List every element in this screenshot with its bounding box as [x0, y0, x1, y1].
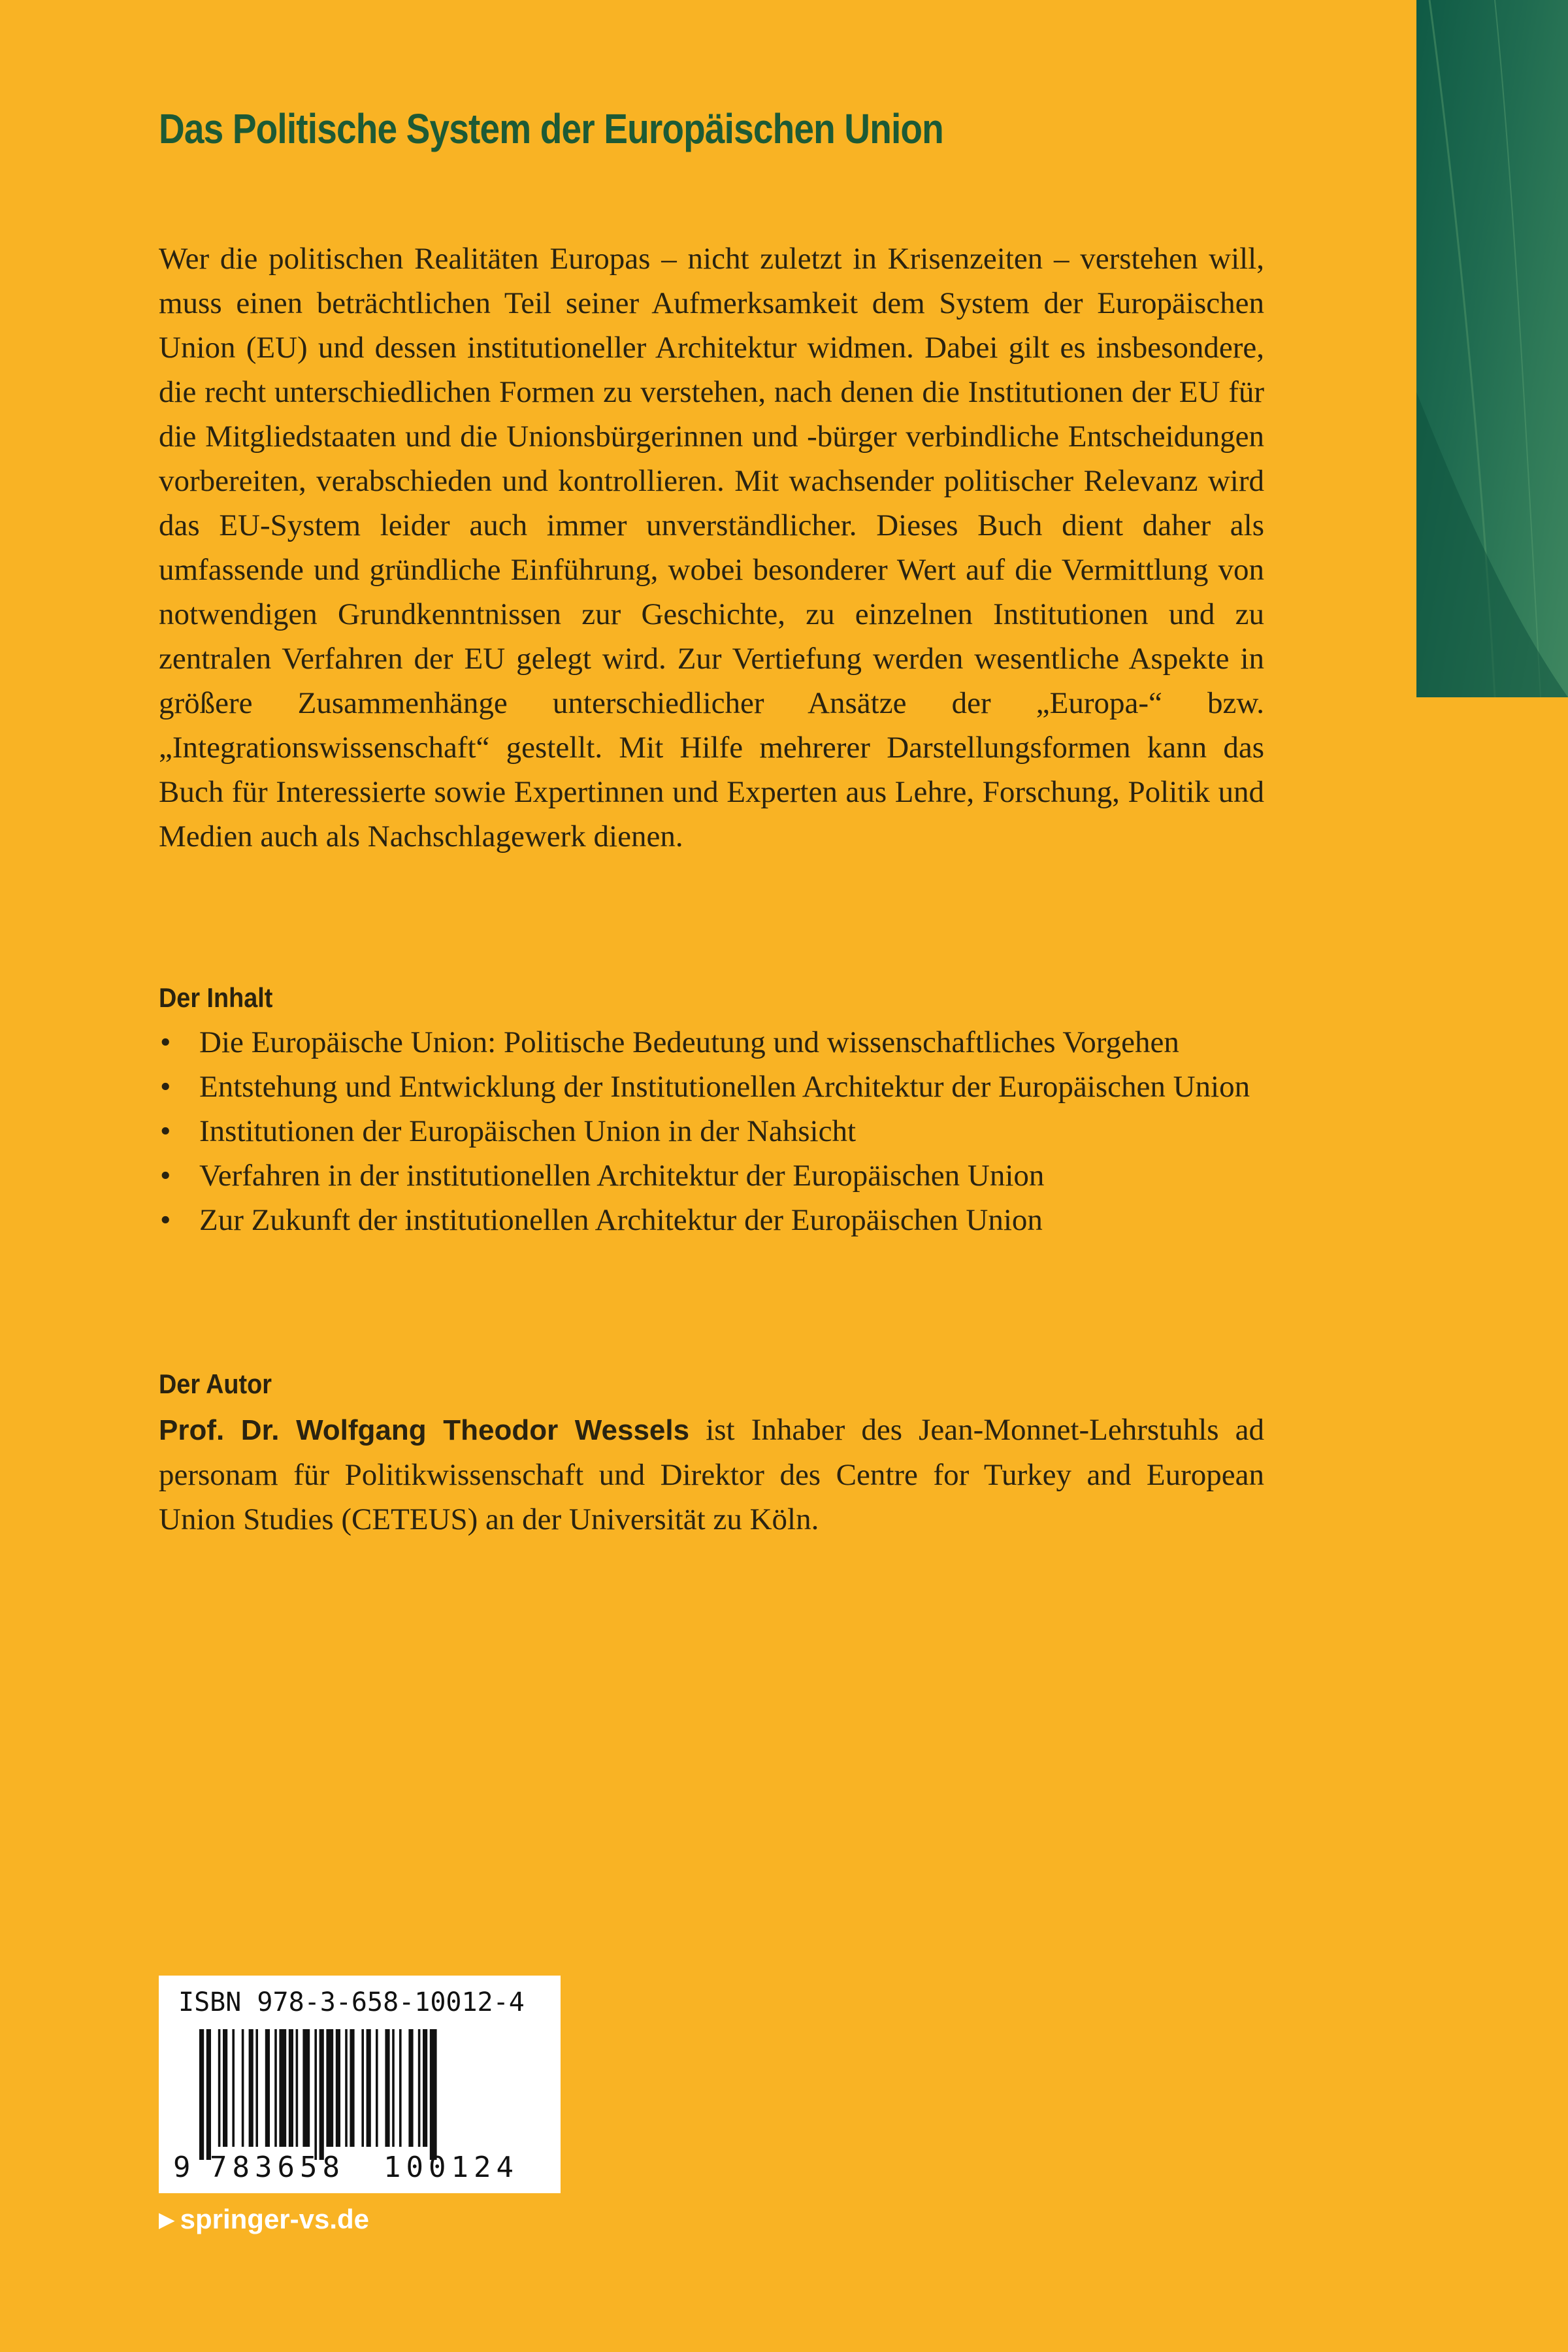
barcode-left-digits: 783658 [210, 2151, 345, 2184]
cover-spine-accent [1416, 0, 1568, 697]
bullet-icon: • [160, 1114, 171, 1148]
barcode-bar [392, 2029, 395, 2147]
author-bio [159, 1408, 1264, 1542]
author-heading: Der Autor [159, 1368, 272, 1399]
barcode-bar [367, 2029, 371, 2147]
list-item [159, 1065, 1269, 1109]
barcode-bar [408, 2029, 413, 2147]
barcode-bar [319, 2029, 324, 2160]
barcode-bar [296, 2029, 299, 2147]
barcode-bar [242, 2029, 244, 2147]
contents-list [159, 1020, 1269, 1242]
barcode-bar [345, 2029, 348, 2147]
barcode-bar [279, 2029, 286, 2147]
barcode-bar [255, 2029, 258, 2147]
decorative-arcs [1416, 0, 1568, 697]
author-bio-text: ist Inhaber des Jean-Monnet-Lehrstuhls ad personam für Politikwissenschaft und Direktor des Centre for Turkey and European Union Studies (CETEUS) an der Universität zu Köln. [159, 1413, 1264, 1536]
barcode-bar [249, 2029, 253, 2147]
list-item-text: Die Europäische Union: Politische Bedeutung und wissenschaftliches Vorgehen [199, 1025, 1179, 1059]
barcode-bar [232, 2029, 235, 2147]
contents-heading: Der Inhalt [159, 982, 273, 1013]
barcode-bar [302, 2029, 310, 2147]
list-item-text: Institutionen der Europäischen Union in der Nahsicht [199, 1114, 857, 1148]
barcode-right-digits: 100124 [384, 2151, 519, 2184]
barcode-bar [361, 2029, 364, 2147]
list-item-text: Verfahren in der institutionellen Architektur der Europäischen Union [199, 1159, 1045, 1193]
publisher-url: springer-vs.de [180, 2204, 370, 2234]
barcode-bar [289, 2029, 293, 2147]
author-name: Prof. Dr. Wolfgang Theodor Wessels [159, 1414, 690, 1446]
barcode-bar [265, 2029, 270, 2147]
barcode-bar [326, 2029, 333, 2147]
barcode-bar [418, 2029, 421, 2147]
book-title: Das Politische System der Europäischen Union [159, 105, 943, 152]
barcode-bar [223, 2029, 227, 2147]
bullet-icon: • [160, 1070, 171, 1104]
barcode-bar [314, 2029, 317, 2160]
publisher-link[interactable] [159, 2204, 369, 2235]
list-item [159, 1198, 1269, 1242]
barcode-bar [430, 2029, 437, 2160]
intro-paragraph: Wer die politischen Realitäten Europas – nicht zuletzt in Krisenzeiten – verstehen will, muss einen beträchtlichen Teil seiner Aufmerksamkeit dem System der Europäischen Union (EU) und dessen institutioneller Architektur widmen. Dabei gilt es insbesondere, die recht unterschiedlichen Formen zu verstehen, nach denen die Institutionen der EU für die Mitgliedstaaten und die Unionsbürgerinnen und -bürger verbindliche Entscheidungen vorbereiten, verabschieden und kontrollieren. Mit wachsender politischer Relevanz wird das EU-System leider auch immer unverständlicher. Dieses Buch dient daher als umfassende und gründliche Einführung, wobei besonderer Wert auf die Vermittlung von notwendigen Grundkenntnissen zur Geschichte, zu einzelnen Institutionen und zu zentralen Verfahren der EU gelegt wird. Zur Vertiefung werden wesentliche Aspekte in größere Zusammenhänge unterschiedlicher Ansätze der „Europa-“ bzw. „Integrationswissenschaft“ gestellt. Mit Hilfe mehrerer Darstellungsformen kann das Buch für Interessierte sowie Expertinnen und Experten aus Lehre, Forschung, Politik und Medien auch als Nachschlagewerk dienen. [159, 242, 1264, 853]
bullet-icon: • [160, 1025, 171, 1059]
list-item [159, 1153, 1269, 1198]
list-item-text: Entstehung und Entwicklung der Institutionellen Architektur der Europäischen Union [199, 1070, 1250, 1104]
bullet-icon: • [160, 1203, 171, 1237]
play-arrow-icon: ▶ [159, 2208, 175, 2231]
barcode-bar [423, 2029, 427, 2147]
barcode-bar [199, 2029, 204, 2160]
barcode-bar [206, 2029, 211, 2160]
bullet-icon: • [160, 1159, 171, 1193]
barcode-bar [218, 2029, 221, 2147]
isbn-barcode [159, 1976, 561, 2193]
barcode-bar [385, 2029, 389, 2147]
barcode-bar [350, 2029, 354, 2147]
barcode-bar [274, 2029, 277, 2147]
list-item [159, 1020, 1269, 1065]
barcode-bar [336, 2029, 340, 2147]
barcode-lead-digit: 9 [173, 2151, 191, 2184]
isbn-label: ISBN 978-3-658-10012-4 [178, 1987, 525, 2017]
barcode-bar [376, 2029, 378, 2147]
list-item [159, 1109, 1269, 1153]
barcode-bar [399, 2029, 402, 2147]
list-item-text: Zur Zukunft der institutionellen Architektur der Europäischen Union [199, 1203, 1043, 1237]
